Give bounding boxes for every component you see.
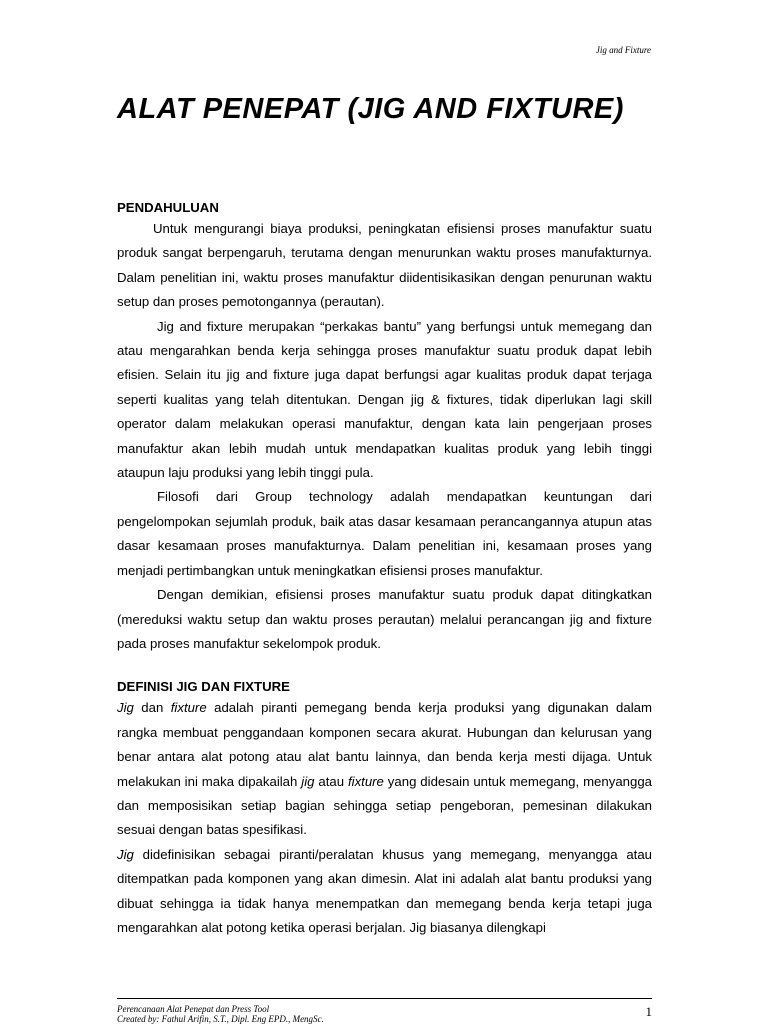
footer-divider — [117, 998, 652, 999]
running-header: Jig and Fixture — [595, 45, 651, 55]
text-run: atau — [314, 773, 348, 789]
page-number: 1 — [645, 1004, 652, 1019]
paragraph — [117, 696, 652, 842]
text-run: dan — [133, 700, 171, 716]
text-run: adalah piranti pemegang benda kerja produksi yang digunakan dalam rangka membuat penggandaan komponen secara akurat. Hubungan dan kelurusan yang benar antara alat potong atau alat bantu lainnya, dan benda kerja mesti dijaga. Untuk melakukan ini maka dipakailah — [117, 700, 652, 789]
paragraph: Filosofi dari Group technology adalah mendapatkan keuntungan dari pengelompokan sejumlah produk, baik atas dasar kesamaan perancangannya atupun atas dasar kesamaan proses manufakturnya. Dalam penelitian ini, kesamaan proses yang menjadi pertimbangkan untuk meningkatkan efisiensi proses manufaktur. — [117, 489, 652, 578]
footer-line: Perencanaan Alat Penepat dan Press Tool — [117, 1004, 270, 1014]
text-run: didefinisikan sebagai piranti/peralatan khusus yang memegang, menyangga atau ditempatkan pada komponen yang akan dimesin. Alat ini adalah alat bantu produksi yang dibuat sehingga ia tidak hanya menempatkan dan memegang benda kerja tetapi juga mengarahkan alat potong ketika operasi berjalan. Jig biasanya dilengkapi — [117, 846, 652, 935]
document-body — [117, 199, 652, 940]
term-jig: Jig — [117, 846, 134, 862]
text-run: yang didesain untuk memegang, menyangga dan memposisikan setiap bagian sehingga setiap pengeboran, pemesinan dilakukan sesuai dengan batas spesifikasi. — [117, 773, 652, 838]
term-jig: jig — [301, 773, 315, 789]
term-fixture: fixture — [170, 700, 207, 716]
section-heading-definisi: DEFINISI JIG DAN FIXTURE — [117, 679, 290, 695]
term-fixture: fixture — [347, 773, 384, 789]
paragraph: Dengan demikian, efisiensi proses manufaktur suatu produk dapat ditingkatkan (mereduksi waktu setup dan waktu proses perautan) melalui perancangan jig and fixture pada proses manufaktur sekelompok produk. — [117, 587, 652, 651]
section-spacer — [117, 656, 652, 678]
footer-credits — [117, 1004, 324, 1024]
paragraph: Jig and fixture merupakan “perkakas bantu” yang berfungsi untuk memegang dan atau mengarahkan benda kerja sehingga proses manufaktur suatu produk dapat lebih efisien. Selain itu jig and fixture juga dapat berfungsi agar kualitas produk dapat terjaga seperti kualitas yang telah ditentukan. Dengan jig & fixtures, tidak diperlukan lagi skill operator dalam melakukan operasi manufaktur, dengan kata lain pengerjaan proses manufaktur akan lebih mudah untuk mendapatkan kualitas produk yang lebih tinggi ataupun laju produksi yang lebih tinggi pula. — [117, 318, 652, 481]
paragraph — [117, 843, 652, 941]
document-title: ALAT PENEPAT (JIG AND FIXTURE) — [117, 93, 624, 125]
footer-line: Created by: Fathul Arifin, S.T., Dipl. Eng EPD., MengSc. — [117, 1014, 324, 1024]
term-jig: Jig — [117, 700, 134, 716]
section-heading-pendahuluan: PENDAHULUAN — [117, 200, 219, 215]
paragraph: Untuk mengurangi biaya produksi, peningkatan efisiensi proses manufaktur suatu produk sangat berpengaruh, terutama dengan menurunkan waktu proses manufakturnya. Dalam penelitian ini, waktu proses manufaktur diidentisikasikan dengan penurunan waktu setup dan proses pemotongannya (perautan). — [117, 221, 652, 310]
